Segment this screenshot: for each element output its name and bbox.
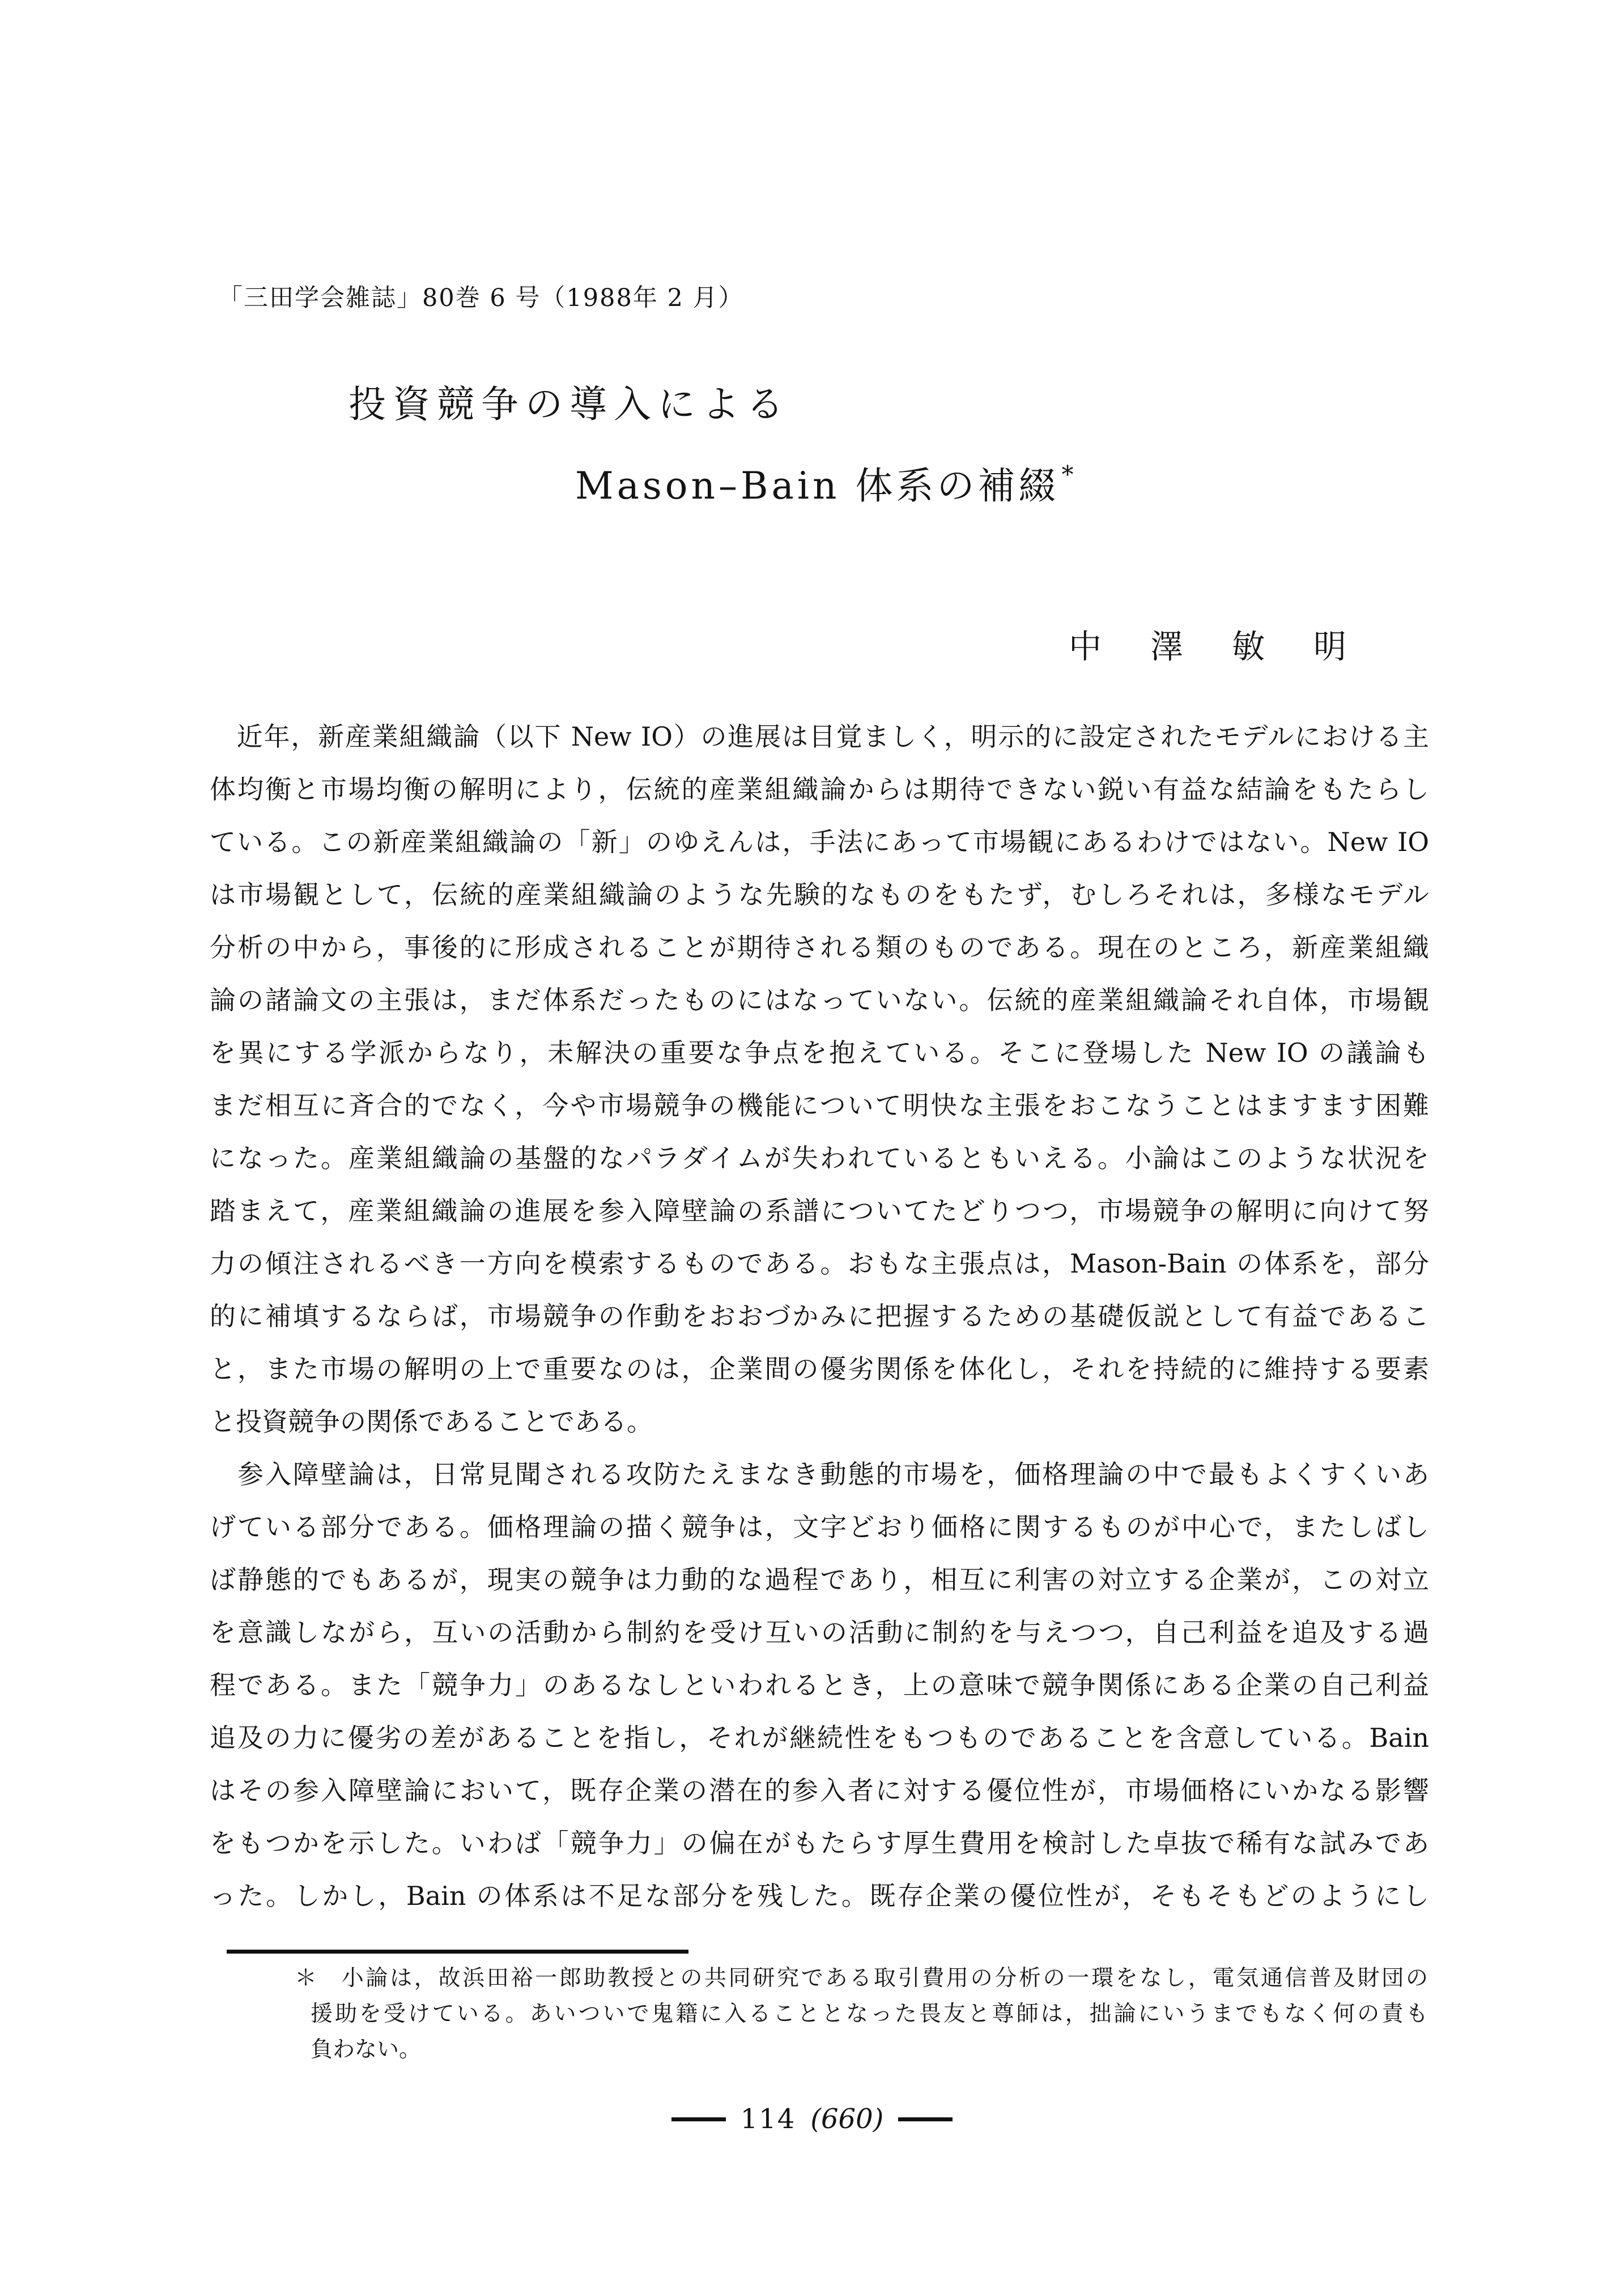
footer-dash-right (898, 2117, 953, 2121)
body-line: になった。産業組織論の基盤的なパラダイムが失われているともいえる。小論はこのような状況を (210, 1143, 1429, 1173)
body-line: と，また市場の解明の上で重要なのは，企業間の優劣関係を体化し，それを持続的に維持する要素 (210, 1354, 1429, 1384)
body-line-paragraph-end: と投資競争の関係であることである。 (210, 1406, 653, 1437)
body-line: 踏まえて，産業組織論の進展を参入障壁論の系譜についてたどりつつ，市場競争の解明に向けて努 (210, 1196, 1429, 1226)
body-line: 近年，新産業組織論（以下 New IO）の進展は目覚ましく，明示的に設定されたモデルにおける主 (210, 721, 1429, 752)
body-line: は市場観として，伝統的産業組織論のような先験的なものをもたず，むしろそれは，多様なモデル (210, 879, 1429, 910)
body-line: 追及の力に優劣の差があることを指し，それが継続性をもつものであることを含意している。Bain (210, 1722, 1429, 1753)
body-line: 参入障壁論は，日常見聞される攻防たえまなき動態的市場を，価格理論の中で最もよくすくいあ (210, 1459, 1429, 1490)
body-line: まだ相互に斉合的でなく，今や市場競争の機能について明快な主張をおこなうことはますます困難 (210, 1090, 1429, 1121)
article-title-line1: 投資競争の導入による (348, 382, 790, 426)
body-line: を異にする学派からなり，未解決の重要な争点を抱えている。そこに登場した New IO の議論も (210, 1037, 1429, 1068)
body-line: 分析の中から，事後的に形成されることが期待される類のものである。現在のところ，新産業組織 (210, 932, 1429, 963)
footnote-separator-rule (227, 1950, 688, 1954)
body-line: ば静態的でもあるが，現実の競争は力動的な過程であり，相互に利害の対立する企業が，この対立 (210, 1564, 1429, 1595)
footnote-line (295, 1960, 1428, 1996)
footnote-asterisk-marker: ＊ (295, 1966, 317, 1991)
body-line: を意識しながら，互いの活動から制約を受け互いの活動に制約を与えつつ，自己利益を追及する過 (210, 1617, 1429, 1648)
page-footer (0, 2103, 1624, 2135)
footnote-line: 援助を受けている。あいついで鬼籍に入ることとなった畏友と尊師は，拙論にいうまでもなく何の責も (311, 2001, 1428, 2027)
body-line: 力の傾注されるべき一方向を模索するものである。おもな主張点は，Mason-Bain の体系を，部分 (210, 1248, 1429, 1279)
article-body (210, 711, 1429, 1922)
journal-issue-line: 「三田学会雑誌」80巻 6 号（1988年 2 月） (218, 284, 744, 312)
body-line: 体均衡と市場均衡の解明により，伝統的産業組織論からは期待できない鋭い有益な結論をもたらし (210, 774, 1429, 805)
author-name: 中 澤 敏 明 (1069, 627, 1355, 666)
article-title-line2 (575, 456, 1077, 509)
body-line: はその参入障壁論において，既存企業の潜在的参入者に対する優位性が，市場価格にいかなる影響 (210, 1775, 1429, 1806)
title-footnote-asterisk: * (1061, 461, 1077, 488)
footer-dash-left (671, 2117, 726, 2121)
article-title-line2-text: Mason–Bain 体系の補綴 (575, 464, 1060, 508)
page-folio-number: (660) (810, 2103, 884, 2135)
body-line: げている部分である。価格理論の描く競争は，文字どおり価格に関するものが中心で，またしばし (210, 1512, 1429, 1542)
footnote-line: 負わない。 (311, 2037, 422, 2062)
body-line: 程である。また「競争力」のあるなしといわれるとき，上の意味で競争関係にある企業の自己利益 (210, 1670, 1429, 1700)
body-line: 論の諸論文の主張は，まだ体系だったものにはなっていない。伝統的産業組織論それ自体，市場観 (210, 985, 1429, 1015)
page-number: 114 (740, 2103, 796, 2135)
body-line: をもつかを示した。いわば「競争力」の偏在がもたらす厚生費用を検討した卓抜で稀有な試みであ (210, 1828, 1429, 1858)
body-line: 的に補填するならば，市場競争の作動をおおづかみに把握するための基礎仮説として有益であるこ (210, 1301, 1429, 1331)
body-line: った。しかし，Bain の体系は不足な部分を残した。既存企業の優位性が，そもそもどのようにし (210, 1881, 1429, 1911)
body-line: ている。この新産業組織論の「新」のゆえんは，手法にあって市場観にあるわけではない。New IO (210, 827, 1429, 857)
footnote-line-text: 小論は，故浜田裕一郎助教授との共同研究である取引費用の分析の一環をなし，電気通信普及財団の (339, 1966, 1428, 1991)
footnote (295, 1960, 1428, 2067)
